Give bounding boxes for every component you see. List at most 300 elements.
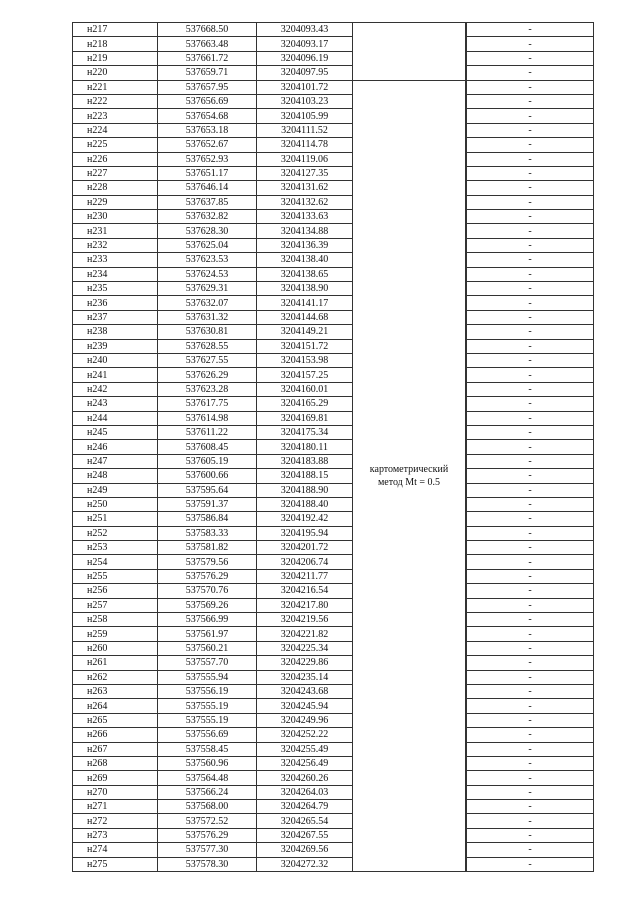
point-id-cell: н272 [73, 814, 158, 828]
table-row [73, 325, 594, 339]
point-id-cell: н226 [73, 152, 158, 166]
table-row [73, 310, 594, 324]
y-coordinate-cell: 3204165.29 [257, 397, 353, 411]
y-coordinate-cell: 3204272.32 [257, 857, 353, 871]
x-coordinate-cell: 537555.94 [158, 670, 257, 684]
x-coordinate-cell: 537632.07 [158, 296, 257, 310]
y-coordinate-cell: 3204249.96 [257, 713, 353, 727]
y-coordinate-cell: 3204255.49 [257, 742, 353, 756]
description-cell: - [467, 555, 594, 569]
x-coordinate-cell: 537628.30 [158, 224, 257, 238]
description-cell: - [467, 23, 594, 37]
y-coordinate-cell: 3204243.68 [257, 684, 353, 698]
y-coordinate-cell: 3204093.43 [257, 23, 353, 37]
description-cell: - [467, 282, 594, 296]
x-coordinate-cell: 537578.30 [158, 857, 257, 871]
description-cell: - [467, 109, 594, 123]
x-coordinate-cell: 537556.69 [158, 728, 257, 742]
y-coordinate-cell: 3204169.81 [257, 411, 353, 425]
point-id-cell: н260 [73, 641, 158, 655]
description-cell: - [467, 483, 594, 497]
table-row [73, 800, 594, 814]
table-row [73, 469, 594, 483]
table-row [73, 771, 594, 785]
description-cell: - [467, 469, 594, 483]
point-id-cell: н217 [73, 23, 158, 37]
description-cell: - [467, 627, 594, 641]
x-coordinate-cell: 537558.45 [158, 742, 257, 756]
point-id-cell: н233 [73, 253, 158, 267]
y-coordinate-cell: 3204093.17 [257, 37, 353, 51]
y-coordinate-cell: 3204252.22 [257, 728, 353, 742]
point-id-cell: н244 [73, 411, 158, 425]
x-coordinate-cell: 537608.45 [158, 440, 257, 454]
point-id-cell: н253 [73, 541, 158, 555]
table-row [73, 828, 594, 842]
y-coordinate-cell: 3204132.62 [257, 195, 353, 209]
point-id-cell: н267 [73, 742, 158, 756]
coordinates-table-body [73, 23, 594, 872]
x-coordinate-cell: 537566.24 [158, 785, 257, 799]
table-row [73, 123, 594, 137]
table-row [73, 569, 594, 583]
description-cell: - [467, 785, 594, 799]
x-coordinate-cell: 537570.76 [158, 584, 257, 598]
method-cell [353, 80, 466, 871]
table-row [73, 80, 594, 94]
x-coordinate-cell: 537630.81 [158, 325, 257, 339]
y-coordinate-cell: 3204136.39 [257, 238, 353, 252]
x-coordinate-cell: 537595.64 [158, 483, 257, 497]
coordinates-table [72, 22, 594, 872]
y-coordinate-cell: 3204269.56 [257, 843, 353, 857]
description-cell: - [467, 512, 594, 526]
description-cell: - [467, 814, 594, 828]
description-cell: - [467, 238, 594, 252]
y-coordinate-cell: 3204188.15 [257, 469, 353, 483]
point-id-cell: н269 [73, 771, 158, 785]
x-coordinate-cell: 537555.19 [158, 713, 257, 727]
x-coordinate-cell: 537576.29 [158, 828, 257, 842]
table-row [73, 138, 594, 152]
table-row [73, 454, 594, 468]
table-row [73, 814, 594, 828]
x-coordinate-cell: 537605.19 [158, 454, 257, 468]
y-coordinate-cell: 3204221.82 [257, 627, 353, 641]
table-row [73, 555, 594, 569]
table-row [73, 756, 594, 770]
x-coordinate-cell: 537625.04 [158, 238, 257, 252]
x-coordinate-cell: 537631.32 [158, 310, 257, 324]
point-id-cell: н251 [73, 512, 158, 526]
point-id-cell: н247 [73, 454, 158, 468]
y-coordinate-cell: 3204264.03 [257, 785, 353, 799]
x-coordinate-cell: 537623.28 [158, 382, 257, 396]
table-row [73, 483, 594, 497]
point-id-cell: н218 [73, 37, 158, 51]
x-coordinate-cell: 537557.70 [158, 656, 257, 670]
table-row [73, 785, 594, 799]
point-id-cell: н243 [73, 397, 158, 411]
description-cell: - [467, 800, 594, 814]
point-id-cell: н229 [73, 195, 158, 209]
description-cell: - [467, 569, 594, 583]
point-id-cell: н235 [73, 282, 158, 296]
description-cell: - [467, 526, 594, 540]
y-coordinate-cell: 3204216.54 [257, 584, 353, 598]
point-id-cell: н238 [73, 325, 158, 339]
point-id-cell: н258 [73, 613, 158, 627]
table-row [73, 497, 594, 511]
x-coordinate-cell: 537659.71 [158, 66, 257, 80]
table-row [73, 541, 594, 555]
method-cell-top [353, 23, 466, 81]
point-id-cell: н240 [73, 353, 158, 367]
description-cell: - [467, 411, 594, 425]
point-id-cell: н234 [73, 267, 158, 281]
description-cell: - [467, 613, 594, 627]
description-cell: - [467, 66, 594, 80]
y-coordinate-cell: 3204192.42 [257, 512, 353, 526]
point-id-cell: н222 [73, 94, 158, 108]
y-coordinate-cell: 3204180.11 [257, 440, 353, 454]
description-cell: - [467, 728, 594, 742]
x-coordinate-cell: 537583.33 [158, 526, 257, 540]
point-id-cell: н245 [73, 425, 158, 439]
table-row [73, 728, 594, 742]
y-coordinate-cell: 3204138.65 [257, 267, 353, 281]
y-coordinate-cell: 3204105.99 [257, 109, 353, 123]
table-row [73, 598, 594, 612]
point-id-cell: н266 [73, 728, 158, 742]
point-id-cell: н248 [73, 469, 158, 483]
description-cell: - [467, 166, 594, 180]
table-row [73, 411, 594, 425]
y-coordinate-cell: 3204114.78 [257, 138, 353, 152]
x-coordinate-cell: 537651.17 [158, 166, 257, 180]
y-coordinate-cell: 3204111.52 [257, 123, 353, 137]
table-row [73, 584, 594, 598]
table-row [73, 195, 594, 209]
x-coordinate-cell: 537586.84 [158, 512, 257, 526]
x-coordinate-cell: 537560.21 [158, 641, 257, 655]
table-row [73, 512, 594, 526]
table-row [73, 267, 594, 281]
x-coordinate-cell: 537617.75 [158, 397, 257, 411]
description-cell: - [467, 51, 594, 65]
y-coordinate-cell: 3204138.90 [257, 282, 353, 296]
table-row [73, 66, 594, 80]
y-coordinate-cell: 3204219.56 [257, 613, 353, 627]
description-cell: - [467, 598, 594, 612]
point-id-cell: н246 [73, 440, 158, 454]
description-cell: - [467, 699, 594, 713]
description-cell: - [467, 152, 594, 166]
point-id-cell: н256 [73, 584, 158, 598]
description-cell: - [467, 210, 594, 224]
x-coordinate-cell: 537591.37 [158, 497, 257, 511]
description-cell: - [467, 584, 594, 598]
y-coordinate-cell: 3204188.90 [257, 483, 353, 497]
x-coordinate-cell: 537579.56 [158, 555, 257, 569]
table-row [73, 152, 594, 166]
point-id-cell: н225 [73, 138, 158, 152]
point-id-cell: н257 [73, 598, 158, 612]
description-cell: - [467, 253, 594, 267]
point-id-cell: н224 [73, 123, 158, 137]
x-coordinate-cell: 537661.72 [158, 51, 257, 65]
description-cell: - [467, 656, 594, 670]
y-coordinate-cell: 3204175.34 [257, 425, 353, 439]
y-coordinate-cell: 3204149.21 [257, 325, 353, 339]
method-note: картометрический метод Mt = 0.5 [369, 463, 449, 488]
point-id-cell: н254 [73, 555, 158, 569]
table-row [73, 656, 594, 670]
description-cell: - [467, 541, 594, 555]
description-cell: - [467, 224, 594, 238]
y-coordinate-cell: 3204265.54 [257, 814, 353, 828]
y-coordinate-cell: 3204235.14 [257, 670, 353, 684]
table-row [73, 109, 594, 123]
point-id-cell: н270 [73, 785, 158, 799]
x-coordinate-cell: 537654.68 [158, 109, 257, 123]
point-id-cell: н242 [73, 382, 158, 396]
y-coordinate-cell: 3204245.94 [257, 699, 353, 713]
point-id-cell: н223 [73, 109, 158, 123]
point-id-cell: н232 [73, 238, 158, 252]
description-cell: - [467, 325, 594, 339]
x-coordinate-cell: 537632.82 [158, 210, 257, 224]
y-coordinate-cell: 3204119.06 [257, 152, 353, 166]
x-coordinate-cell: 537657.95 [158, 80, 257, 94]
table-row [73, 51, 594, 65]
description-cell: - [467, 454, 594, 468]
y-coordinate-cell: 3204157.25 [257, 368, 353, 382]
x-coordinate-cell: 537556.19 [158, 684, 257, 698]
table-row [73, 684, 594, 698]
description-cell: - [467, 771, 594, 785]
point-id-cell: н220 [73, 66, 158, 80]
x-coordinate-cell: 537600.66 [158, 469, 257, 483]
x-coordinate-cell: 537623.53 [158, 253, 257, 267]
description-cell: - [467, 80, 594, 94]
x-coordinate-cell: 537653.18 [158, 123, 257, 137]
y-coordinate-cell: 3204211.77 [257, 569, 353, 583]
point-id-cell: н271 [73, 800, 158, 814]
point-id-cell: н250 [73, 497, 158, 511]
x-coordinate-cell: 537572.52 [158, 814, 257, 828]
y-coordinate-cell: 3204260.26 [257, 771, 353, 785]
y-coordinate-cell: 3204103.23 [257, 94, 353, 108]
y-coordinate-cell: 3204264.79 [257, 800, 353, 814]
y-coordinate-cell: 3204144.68 [257, 310, 353, 324]
table-row [73, 843, 594, 857]
table-row [73, 641, 594, 655]
description-cell: - [467, 857, 594, 871]
table-row [73, 742, 594, 756]
x-coordinate-cell: 537568.00 [158, 800, 257, 814]
x-coordinate-cell: 537627.55 [158, 353, 257, 367]
x-coordinate-cell: 537564.48 [158, 771, 257, 785]
y-coordinate-cell: 3204160.01 [257, 382, 353, 396]
table-row [73, 382, 594, 396]
y-coordinate-cell: 3204267.55 [257, 828, 353, 842]
description-cell: - [467, 713, 594, 727]
x-coordinate-cell: 537581.82 [158, 541, 257, 555]
y-coordinate-cell: 3204153.98 [257, 353, 353, 367]
description-cell: - [467, 138, 594, 152]
y-coordinate-cell: 3204127.35 [257, 166, 353, 180]
description-cell: - [467, 296, 594, 310]
point-id-cell: н274 [73, 843, 158, 857]
x-coordinate-cell: 537637.85 [158, 195, 257, 209]
point-id-cell: н249 [73, 483, 158, 497]
x-coordinate-cell: 537626.29 [158, 368, 257, 382]
table-row [73, 713, 594, 727]
description-cell: - [467, 195, 594, 209]
description-cell: - [467, 353, 594, 367]
x-coordinate-cell: 537614.98 [158, 411, 257, 425]
y-coordinate-cell: 3204096.19 [257, 51, 353, 65]
y-coordinate-cell: 3204201.72 [257, 541, 353, 555]
description-cell: - [467, 267, 594, 281]
point-id-cell: н231 [73, 224, 158, 238]
point-id-cell: н230 [73, 210, 158, 224]
y-coordinate-cell: 3204188.40 [257, 497, 353, 511]
x-coordinate-cell: 537628.55 [158, 339, 257, 353]
description-cell: - [467, 684, 594, 698]
table-row [73, 339, 594, 353]
description-cell: - [467, 339, 594, 353]
table-row [73, 670, 594, 684]
description-cell: - [467, 181, 594, 195]
y-coordinate-cell: 3204151.72 [257, 339, 353, 353]
point-id-cell: н264 [73, 699, 158, 713]
x-coordinate-cell: 537652.93 [158, 152, 257, 166]
y-coordinate-cell: 3204138.40 [257, 253, 353, 267]
x-coordinate-cell: 537624.53 [158, 267, 257, 281]
description-cell: - [467, 756, 594, 770]
y-coordinate-cell: 3204141.17 [257, 296, 353, 310]
description-cell: - [467, 123, 594, 137]
x-coordinate-cell: 537566.99 [158, 613, 257, 627]
description-cell: - [467, 497, 594, 511]
point-id-cell: н228 [73, 181, 158, 195]
table-row [73, 253, 594, 267]
point-id-cell: н265 [73, 713, 158, 727]
point-id-cell: н221 [73, 80, 158, 94]
table-row [73, 238, 594, 252]
description-cell: - [467, 425, 594, 439]
description-cell: - [467, 382, 594, 396]
table-row [73, 368, 594, 382]
y-coordinate-cell: 3204183.88 [257, 454, 353, 468]
table-row [73, 353, 594, 367]
point-id-cell: н239 [73, 339, 158, 353]
point-id-cell: н273 [73, 828, 158, 842]
table-row [73, 37, 594, 51]
table-row [73, 699, 594, 713]
table-row [73, 613, 594, 627]
description-cell: - [467, 670, 594, 684]
description-cell: - [467, 37, 594, 51]
table-row [73, 166, 594, 180]
x-coordinate-cell: 537652.67 [158, 138, 257, 152]
description-cell: - [467, 641, 594, 655]
y-coordinate-cell: 3204131.62 [257, 181, 353, 195]
point-id-cell: н219 [73, 51, 158, 65]
point-id-cell: н259 [73, 627, 158, 641]
x-coordinate-cell: 537663.48 [158, 37, 257, 51]
table-row [73, 440, 594, 454]
x-coordinate-cell: 537629.31 [158, 282, 257, 296]
point-id-cell: н268 [73, 756, 158, 770]
description-cell: - [467, 440, 594, 454]
x-coordinate-cell: 537656.69 [158, 94, 257, 108]
table-row [73, 425, 594, 439]
x-coordinate-cell: 537555.19 [158, 699, 257, 713]
table-row [73, 526, 594, 540]
table-row [73, 857, 594, 871]
x-coordinate-cell: 537577.30 [158, 843, 257, 857]
table-row [73, 210, 594, 224]
point-id-cell: н262 [73, 670, 158, 684]
x-coordinate-cell: 537668.50 [158, 23, 257, 37]
point-id-cell: н237 [73, 310, 158, 324]
x-coordinate-cell: 537576.29 [158, 569, 257, 583]
x-coordinate-cell: 537646.14 [158, 181, 257, 195]
description-cell: - [467, 397, 594, 411]
y-coordinate-cell: 3204225.34 [257, 641, 353, 655]
table-row [73, 23, 594, 37]
description-cell: - [467, 310, 594, 324]
point-id-cell: н255 [73, 569, 158, 583]
x-coordinate-cell: 537560.96 [158, 756, 257, 770]
point-id-cell: н241 [73, 368, 158, 382]
table-row [73, 397, 594, 411]
description-cell: - [467, 828, 594, 842]
point-id-cell: н263 [73, 684, 158, 698]
table-row [73, 181, 594, 195]
point-id-cell: н227 [73, 166, 158, 180]
x-coordinate-cell: 537611.22 [158, 425, 257, 439]
y-coordinate-cell: 3204097.95 [257, 66, 353, 80]
y-coordinate-cell: 3204229.86 [257, 656, 353, 670]
y-coordinate-cell: 3204206.74 [257, 555, 353, 569]
y-coordinate-cell: 3204133.63 [257, 210, 353, 224]
table-row [73, 282, 594, 296]
point-id-cell: н275 [73, 857, 158, 871]
y-coordinate-cell: 3204134.88 [257, 224, 353, 238]
y-coordinate-cell: 3204217.80 [257, 598, 353, 612]
description-cell: - [467, 94, 594, 108]
table-row [73, 224, 594, 238]
x-coordinate-cell: 537569.26 [158, 598, 257, 612]
table-row [73, 94, 594, 108]
y-coordinate-cell: 3204195.94 [257, 526, 353, 540]
y-coordinate-cell: 3204256.49 [257, 756, 353, 770]
description-cell: - [467, 368, 594, 382]
y-coordinate-cell: 3204101.72 [257, 80, 353, 94]
description-cell: - [467, 742, 594, 756]
description-cell: - [467, 843, 594, 857]
x-coordinate-cell: 537561.97 [158, 627, 257, 641]
point-id-cell: н236 [73, 296, 158, 310]
table-row [73, 627, 594, 641]
point-id-cell: н252 [73, 526, 158, 540]
point-id-cell: н261 [73, 656, 158, 670]
table-row [73, 296, 594, 310]
